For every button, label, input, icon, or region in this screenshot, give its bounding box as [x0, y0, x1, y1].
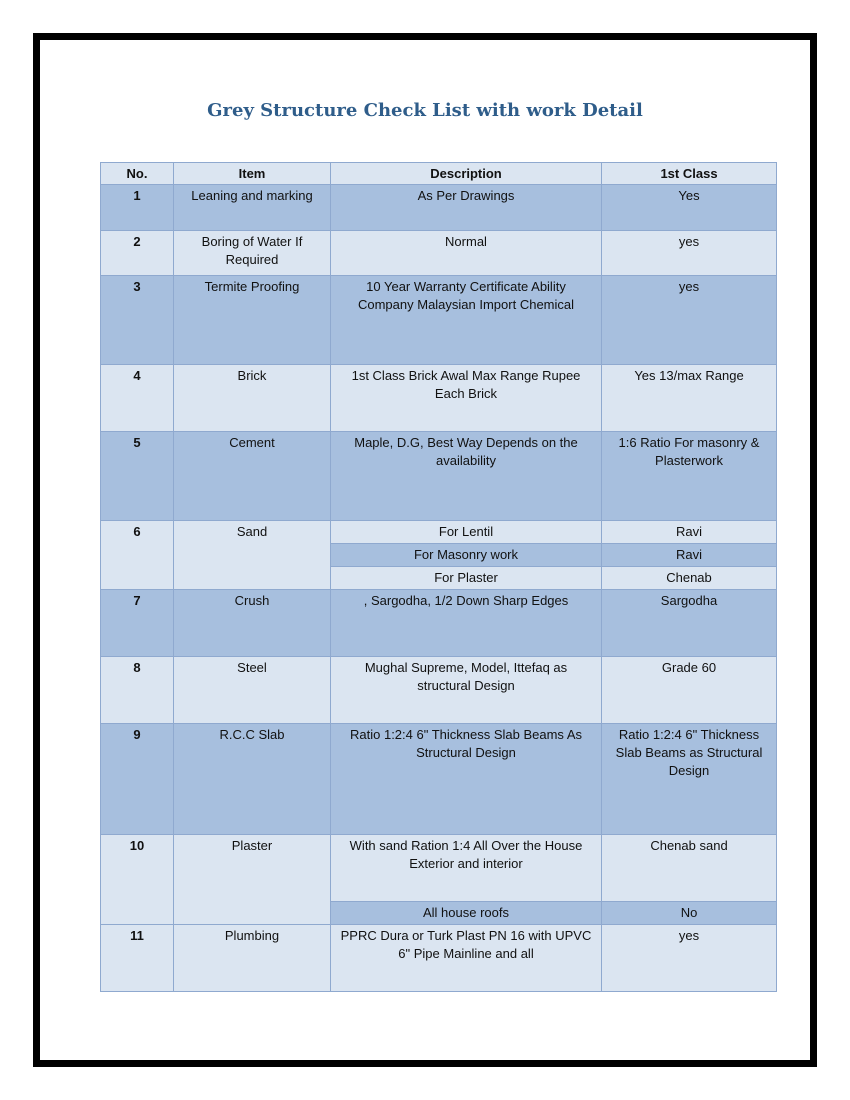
- row-first-class: Grade 60: [602, 657, 777, 724]
- row-no: 9: [101, 724, 174, 835]
- row-item: Cement: [174, 432, 331, 521]
- row-first-class: Ratio 1:2:4 6" Thickness Slab Beams as Structural Design: [602, 724, 777, 835]
- table-row: [101, 724, 777, 835]
- row-description: Normal: [331, 231, 602, 276]
- row-no: 11: [101, 925, 174, 992]
- row-description: For Masonry work: [331, 544, 602, 567]
- row-item: Leaning and marking: [174, 185, 331, 231]
- row-item: Sand: [174, 521, 331, 590]
- row-no: 1: [101, 185, 174, 231]
- row-first-class: Chenab sand: [602, 835, 777, 902]
- row-first-class: Ravi: [602, 521, 777, 544]
- row-no: 5: [101, 432, 174, 521]
- header-first-class: 1st Class: [602, 163, 777, 185]
- header-description: Description: [331, 163, 602, 185]
- row-description: Ratio 1:2:4 6" Thickness Slab Beams As Structural Design: [331, 724, 602, 835]
- row-description: All house roofs: [331, 902, 602, 925]
- row-description: 10 Year Warranty Certificate Ability Company Malaysian Import Chemical: [331, 276, 602, 365]
- table-row: [101, 276, 777, 365]
- row-description: For Lentil: [331, 521, 602, 544]
- row-no: 10: [101, 835, 174, 925]
- header-no: No.: [101, 163, 174, 185]
- row-description: As Per Drawings: [331, 185, 602, 231]
- table-row: [101, 231, 777, 276]
- row-description: With sand Ration 1:4 All Over the House Exterior and interior: [331, 835, 602, 902]
- table-row: [101, 590, 777, 657]
- row-description: Maple, D.G, Best Way Depends on the availability: [331, 432, 602, 521]
- table-row: [101, 925, 777, 992]
- row-first-class: Chenab: [602, 567, 777, 590]
- row-description: PPRC Dura or Turk Plast PN 16 with UPVC 6" Pipe Mainline and all: [331, 925, 602, 992]
- table-row: [101, 521, 777, 544]
- checklist-table: [100, 162, 777, 992]
- row-no: 4: [101, 365, 174, 432]
- row-first-class: yes: [602, 231, 777, 276]
- table-row: [101, 835, 777, 902]
- row-description: 1st Class Brick Awal Max Range Rupee Each Brick: [331, 365, 602, 432]
- row-no: 2: [101, 231, 174, 276]
- table-row: [101, 365, 777, 432]
- row-description: Mughal Supreme, Model, Ittefaq as structural Design: [331, 657, 602, 724]
- row-first-class: No: [602, 902, 777, 925]
- row-item: R.C.C Slab: [174, 724, 331, 835]
- row-item: Crush: [174, 590, 331, 657]
- table-header-row: [101, 163, 777, 185]
- row-no: 6: [101, 521, 174, 590]
- document-title: Grey Structure Check List with work Detail: [207, 100, 643, 121]
- row-first-class: Yes: [602, 185, 777, 231]
- row-item: Boring of Water If Required: [174, 231, 331, 276]
- table-row: [101, 432, 777, 521]
- row-first-class: Sargodha: [602, 590, 777, 657]
- row-first-class: yes: [602, 925, 777, 992]
- row-first-class: 1:6 Ratio For masonry & Plasterwork: [602, 432, 777, 521]
- table-row: [101, 657, 777, 724]
- row-item: Steel: [174, 657, 331, 724]
- row-item: Plumbing: [174, 925, 331, 992]
- header-item: Item: [174, 163, 331, 185]
- row-first-class: yes: [602, 276, 777, 365]
- row-first-class: Yes 13/max Range: [602, 365, 777, 432]
- row-description: , Sargodha, 1/2 Down Sharp Edges: [331, 590, 602, 657]
- row-no: 3: [101, 276, 174, 365]
- row-description: For Plaster: [331, 567, 602, 590]
- row-item: Plaster: [174, 835, 331, 925]
- table-row: [101, 185, 777, 231]
- row-item: Termite Proofing: [174, 276, 331, 365]
- row-first-class: Ravi: [602, 544, 777, 567]
- row-no: 7: [101, 590, 174, 657]
- row-no: 8: [101, 657, 174, 724]
- row-item: Brick: [174, 365, 331, 432]
